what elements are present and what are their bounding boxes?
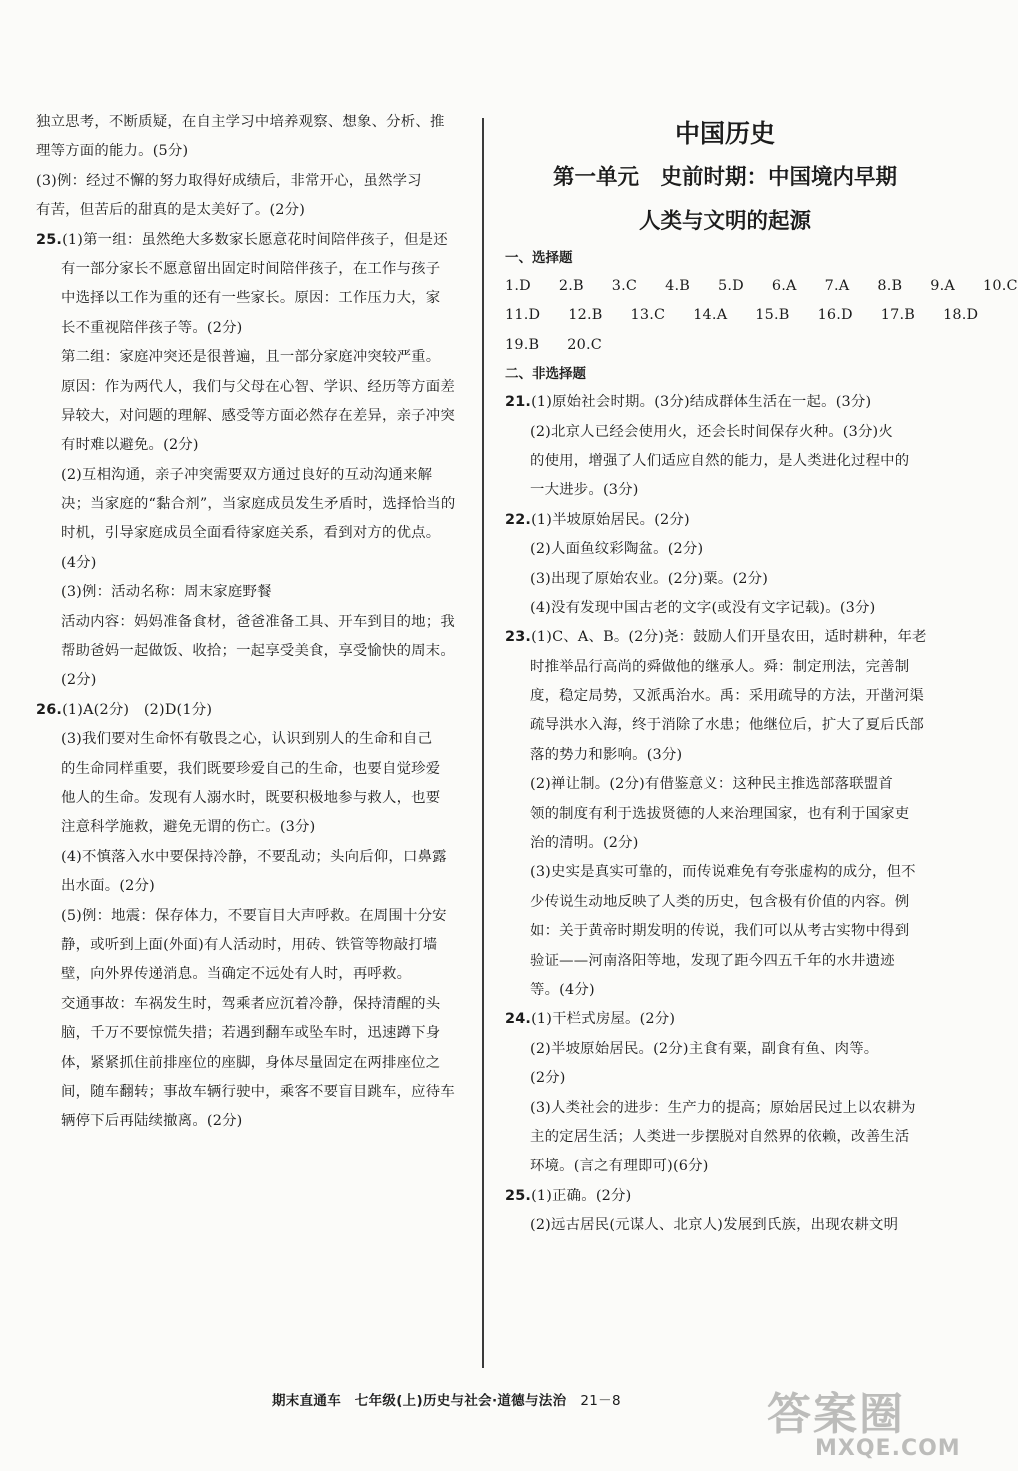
answer-text: 中选择以工作为重的还有一些家长。原因：工作压力大，家	[61, 290, 441, 307]
answer-line	[505, 1094, 945, 1123]
question-number: 25.	[505, 1187, 532, 1204]
footer-text: 期末直通车 七年级(上)历史与社会·道德与法治	[272, 1393, 567, 1409]
answer-text: 决；当家庭的“黏合剂”，当家庭成员发生矛盾时，选择恰当的	[61, 496, 456, 513]
answer-line	[36, 931, 464, 960]
answer-line	[36, 843, 464, 872]
answer-text: 时推举品行高尚的舜做他的继承人。舜：制定刑法，完善制	[530, 658, 910, 675]
answer-line	[505, 829, 945, 858]
mc-answer: 2.B	[558, 278, 584, 294]
question-number: 22.	[505, 511, 532, 528]
answer-line	[505, 976, 945, 1005]
answer-text: (3)出现了原始农业。(2分)粟。(2分)	[530, 570, 769, 587]
answer-line	[36, 666, 464, 695]
answer-line	[36, 578, 464, 607]
answer-text: 体，紧紧抓住前排座位的座脚，身体尽量固定在两排座位之	[61, 1054, 441, 1071]
answer-text: (2分)	[530, 1070, 566, 1087]
section-heading-nonchoice: 二、非选择题	[505, 366, 586, 383]
answer-text: (5)例：地震：保存体力，不要盲目大声呼救。在周围十分安	[61, 907, 447, 924]
answer-text: (1)正确。(2分)	[531, 1187, 632, 1204]
mc-answer: 16.D	[817, 307, 853, 324]
answer-text: 一大进步。(3分)	[530, 482, 639, 499]
mc-answer: 8.B	[877, 278, 903, 294]
mc-answer: 17.B	[880, 307, 916, 324]
answer-line	[505, 623, 945, 652]
answer-text: (4)不慎落入水中要保持冷静，不要乱动；头向后仰，口鼻露	[61, 848, 447, 865]
answer-line	[36, 608, 464, 637]
mc-answer: 13.C	[630, 307, 666, 324]
mc-answer: 12.B	[568, 307, 603, 324]
mc-answer: 18.D	[943, 307, 979, 324]
left-column	[36, 108, 464, 1137]
answer-text: 少传说生动地反映了人类的历史，包含极有价值的内容。例	[530, 893, 910, 910]
answer-line	[36, 1107, 464, 1136]
mc-answer: 15.B	[755, 307, 790, 324]
answer-line	[36, 519, 464, 548]
multiple-choice-answers	[505, 272, 1018, 360]
answer-text: (4)没有发现中国古老的文字(或没有文字记载)。(3分)	[530, 599, 876, 616]
answer-line	[36, 226, 464, 255]
mc-answer: 9.A	[930, 278, 956, 294]
answer-line	[36, 902, 464, 931]
answer-line	[36, 373, 464, 402]
answer-line	[36, 549, 464, 578]
answer-line	[36, 490, 464, 519]
answer-line	[505, 917, 945, 946]
right-column	[505, 108, 1018, 1241]
answer-line	[505, 1035, 945, 1064]
answer-line	[505, 858, 945, 887]
answer-line	[36, 1019, 464, 1048]
answer-text: (3)例：活动名称：周末家庭野餐	[61, 584, 272, 601]
answer-line	[36, 284, 464, 313]
question-number: 26.	[36, 701, 63, 718]
answer-line	[505, 711, 945, 740]
answer-text: 帮助爸妈一起做饭、收拾；一起享受美食，享受愉快的周末。	[61, 643, 455, 660]
answer-line	[505, 506, 945, 535]
answer-text: 验证——河南洛阳等地，发现了距今四五千年的水井遗迹	[530, 952, 895, 969]
answer-text: (2分)	[61, 672, 97, 689]
mc-answer: 3.C	[611, 278, 638, 294]
mc-answer: 11.D	[505, 307, 541, 324]
answer-text: 间，随车翻转；事故车辆行驶中，乘客不要盲目跳车，应待车	[61, 1083, 455, 1100]
page-number: 21－8	[580, 1393, 621, 1409]
answer-line	[36, 637, 464, 666]
mc-row	[505, 272, 1018, 301]
watermark-logo-text: 答案圈	[767, 1389, 905, 1440]
answer-text: 度，稳定局势，又派禹治水。禹：采用疏导的方法，开凿河渠	[530, 688, 924, 705]
answer-text: 异较大，对问题的理解、感受等方面必然存在差异，亲子冲突	[61, 407, 455, 424]
answer-text: 理等方面的能力。(5分)	[36, 143, 189, 160]
answer-line	[36, 255, 464, 284]
answer-text: 壁，向外界传递消息。当确定不远处有人时，再呼救。	[61, 966, 412, 983]
answer-text: (2)半坡原始居民。(2分)主食有粟，副食有鱼、肉等。	[530, 1040, 879, 1057]
mc-answer: 14.A	[693, 307, 728, 324]
answer-text: (4分)	[61, 554, 97, 571]
answer-text: (2)人面鱼纹彩陶盆。(2分)	[530, 541, 704, 558]
answer-text: (2)互相沟通，亲子冲突需要双方通过良好的互动沟通来解	[61, 466, 433, 483]
mc-answer: 19.B	[505, 336, 540, 353]
answer-line	[36, 402, 464, 431]
answer-line	[36, 314, 464, 343]
answer-line	[505, 418, 945, 447]
mc-answer: 6.A	[771, 278, 797, 294]
answer-text: 独立思考，不断质疑，在自主学习中培养观察、想象、分析、推	[36, 114, 445, 130]
nonchoice-answers	[505, 388, 945, 1240]
answer-line	[36, 461, 464, 490]
answer-text: 有一部分家长不愿意留出固定时间陪伴孩子，在工作与孩子	[61, 260, 441, 277]
answer-line	[36, 813, 464, 842]
question-number: 25.	[36, 231, 63, 248]
answer-text: 注意科学施救，避免无谓的伤亡。(3分)	[61, 819, 316, 836]
answer-line	[505, 388, 945, 417]
answer-text: (1)第一组：虽然绝大多数家长愿意花时间陪伴孩子，但是还	[62, 231, 448, 248]
unit-title-line2: 人类与文明的起源	[638, 209, 811, 234]
question-number: 21.	[505, 394, 532, 411]
answer-text: 静，或听到上面(外面)有人活动时，用砖、铁管等物敲打墙	[61, 936, 438, 953]
answer-text: (3)例：经过不懈的努力取得好成绩后，非常开心，虽然学习	[36, 172, 422, 189]
answer-line	[505, 1005, 945, 1034]
answer-text: (1)干栏式房屋。(2分)	[531, 1011, 676, 1028]
mc-answer: 7.A	[824, 278, 850, 294]
answer-text: (2)禅让制。(2分)有借鉴意义：这种民主推选部落联盟首	[530, 776, 893, 793]
answer-line	[505, 653, 945, 682]
answer-text: 落的势力和影响。(3分)	[530, 746, 683, 763]
answer-text: 辆停下后再陆续撤离。(2分)	[61, 1113, 243, 1130]
answer-line	[505, 682, 945, 711]
answer-text: 等。(4分)	[530, 981, 595, 998]
answer-line	[505, 1152, 945, 1181]
mc-row	[505, 331, 945, 360]
answer-line	[505, 947, 945, 976]
mc-answer: 4.B	[665, 278, 691, 294]
answer-line	[505, 741, 945, 770]
answer-text: 的生命同样重要，我们既要珍爱自己的生命，也要自觉珍爱	[61, 760, 441, 777]
answer-text: 出水面。(2分)	[61, 878, 155, 895]
column-divider	[482, 118, 484, 1368]
answer-line	[505, 1123, 945, 1152]
answer-line	[36, 167, 464, 196]
answer-line	[36, 108, 464, 137]
answer-line	[36, 755, 464, 784]
answer-line	[505, 1064, 945, 1093]
mc-row	[505, 301, 979, 330]
answer-text: 原因：作为两代人，我们与父母在心智、学识、经历等方面差	[61, 378, 455, 395]
answer-line	[505, 594, 945, 623]
answer-text: (1)C、A、B。(2分)尧：鼓励人们开垦农田，适时耕种，年老	[531, 629, 927, 646]
section-heading-choice: 一、选择题	[505, 250, 573, 266]
answer-text: (1)原始社会时期。(3分)结成群体生活在一起。(3分)	[531, 394, 872, 411]
answer-text: 有苦，但苦后的甜真的是太美好了。(2分)	[36, 202, 306, 219]
watermark	[735, 1378, 980, 1468]
page-title: 中国历史	[674, 119, 775, 148]
answer-line	[36, 343, 464, 372]
question-number: 23.	[505, 629, 532, 646]
answer-text: 活动内容：妈妈准备食材，爸爸准备工具、开车到目的地；我	[61, 613, 455, 630]
answer-line	[36, 725, 464, 754]
unit-title-line1: 第一单元 史前时期：中国境内早期	[552, 165, 897, 190]
answer-line	[505, 535, 945, 564]
answer-line	[36, 872, 464, 901]
answer-line	[36, 1078, 464, 1107]
answer-text: 环境。(言之有理即可)(6分)	[530, 1158, 709, 1175]
answer-text: 主的定居生活；人类进一步摆脱对自然界的依赖，改善生活	[530, 1128, 910, 1145]
answer-text: (1)A(2分) (2)D(1分)	[62, 701, 213, 718]
answer-line	[36, 137, 464, 166]
answer-line	[505, 888, 945, 917]
answer-text: 时机，引导家庭成员全面看待家庭关系，看到对方的优点。	[61, 525, 441, 542]
answer-line	[505, 447, 945, 476]
answer-line	[36, 990, 464, 1019]
answer-line	[36, 784, 464, 813]
mc-answer: 5.D	[718, 278, 744, 294]
answer-text: 第二组：家庭冲突还是很普遍，且一部分家庭冲突较严重。	[61, 349, 441, 366]
question-number: 24.	[505, 1011, 532, 1028]
answer-text: 疏导洪水入海，终于消除了水患；他继位后，扩大了夏后氏部	[530, 717, 924, 734]
answer-line	[505, 565, 945, 594]
answer-line	[36, 696, 464, 725]
answer-text: 治的清明。(2分)	[530, 835, 639, 852]
answer-text: (1)半坡原始居民。(2分)	[531, 511, 690, 528]
page-footer	[272, 1390, 621, 1412]
answer-text: 的使用，增强了人们适应自然的能力，是人类进化过程中的	[530, 452, 910, 469]
answer-line	[36, 431, 464, 460]
answer-line	[36, 196, 464, 225]
answer-line	[505, 1182, 945, 1211]
answer-text: 长不重视陪伴孩子等。(2分)	[61, 319, 243, 336]
answer-text: (3)史实是真实可靠的，而传说难免有夸张虚构的成分，但不	[530, 864, 916, 881]
answer-text: (3)人类社会的进步：生产力的提高；原始居民过上以农耕为	[530, 1099, 916, 1116]
answer-text: (2)远古居民(元谋人、北京人)发展到氏族，出现农耕文明	[530, 1217, 899, 1234]
answer-text: 交通事故：车祸发生时，驾乘者应沉着冷静，保持清醒的头	[61, 995, 441, 1012]
answer-text: 有时难以避免。(2分)	[61, 437, 199, 454]
answer-text: (3)我们要对生命怀有敬畏之心，认识到别人的生命和自己	[61, 731, 433, 748]
answer-text: (2)北京人已经会使用火，还会长时间保存火种。(3分)火	[530, 423, 893, 440]
answer-line	[505, 476, 945, 505]
answer-text: 脑，千万不要惊慌失措；若遇到翻车或坠车时，迅速蹲下身	[61, 1025, 441, 1042]
answer-line	[505, 770, 945, 799]
answer-line	[36, 960, 464, 989]
mc-answer: 1.D	[505, 278, 531, 294]
mc-answer: 10.C	[983, 278, 1018, 294]
mc-answer: 20.C	[567, 336, 602, 353]
watermark-url: MXQE.COM	[815, 1436, 961, 1461]
answer-text: 他人的生命。发现有人溺水时，既要积极地参与救人，也要	[61, 789, 441, 806]
answer-text: 领的制度有利于选拔贤德的人来治理国家，也有利于国家吏	[530, 805, 910, 822]
answer-line	[505, 1211, 945, 1240]
answer-text: 如：关于黄帝时期发明的传说，我们可以从考古实物中得到	[530, 923, 910, 940]
answer-line	[36, 1049, 464, 1078]
answer-line	[505, 800, 945, 829]
